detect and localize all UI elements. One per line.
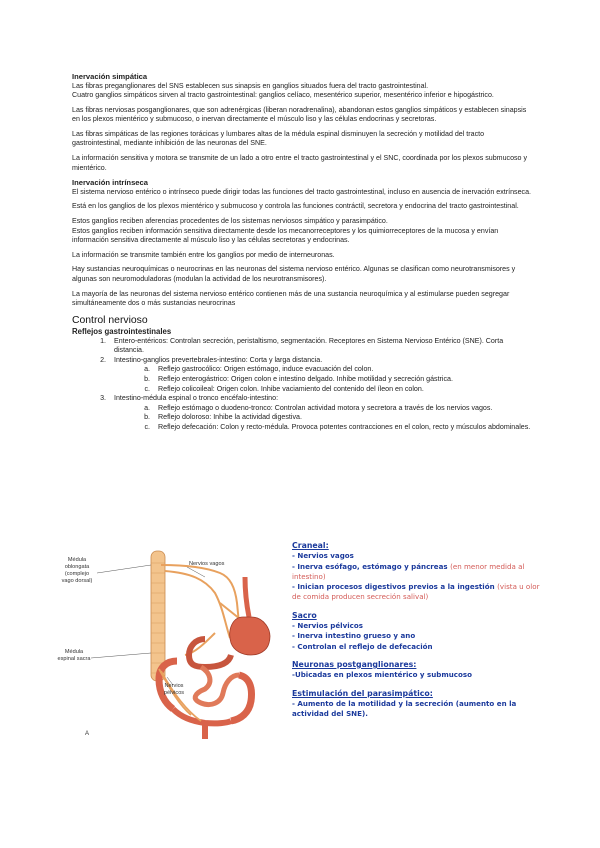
reflex-item — [108, 337, 532, 356]
notes-heading-sacro: Sacro — [292, 610, 317, 620]
notes-heading-craneal: Craneal: — [292, 541, 329, 550]
label-nervios-vagos: Nervios vagos — [189, 561, 225, 567]
subsection-title-reflejos: Reflejos gastrointestinales — [72, 326, 172, 336]
note-line — [292, 562, 542, 583]
reflex-subitem: b. Reflejo doloroso: Inhibe la actividad digestiva. — [152, 413, 532, 423]
para-intrinseca-5: Hay sustancias neuroquímicas o neurocrinas en las neuronas del sistema nervioso entérico. Algunas se clasifican como neurotransmisores y algunas son neuromoduladoras (modulan la actividad de los neurotransmisores). — [72, 265, 516, 283]
reflex-item — [108, 356, 532, 394]
para-simpatica-2: Las fibras nerviosas posganglionares, que son adrenérgicas (liberan noradrenalina), abandonan estos ganglios simpáticos y establecen sinapsis en los plexos mientérico y submucoso, o inervan directamente el músculo liso y las células endocrinas y secretoras. — [72, 105, 527, 124]
reflex-subitem: a. Reflejo estómago o duodeno-tronco: Controlan actividad motora y secretora a través de los nervios vagos. — [152, 404, 532, 414]
para-simpatica-1b: Cuatro ganglios simpáticos sirven al tracto gastrointestinal: ganglios celíaco, mesentérico superior, mesentérico inferior e hipogástrico. — [72, 91, 494, 100]
note-line: - Inerva intestino grueso y ano — [292, 631, 416, 641]
note-line-text: - Inerva esófago, estómago y páncreas — [292, 561, 448, 571]
note-line-text: - Inician procesos digestivos previos a la ingestión — [292, 582, 495, 592]
section-title-control: Control nervioso — [72, 314, 148, 326]
reflex-subitem: c. Reflejo colicoileal: Origen colon. Inhibe vaciamiento del contenido del íleon en colon. — [152, 385, 532, 395]
para-intrinseca-2: Está en los ganglios de los plexos mientérico y submucoso y controla las funciones contráctil, secretora y endocrina del tracto gastrointestinal. — [72, 202, 519, 211]
note-line-aside: (vista u olor de comida producen secreción salival) — [292, 582, 540, 602]
spinal-cord — [151, 551, 165, 681]
note-line: -Ubicadas en plexos mientérico y submucoso — [292, 670, 472, 680]
reflex-item-text: Intestino-médula espinal o tronco encéfalo-intestino: — [114, 394, 279, 403]
para-intrinseca-6: La mayoría de las neuronas del sistema nervioso entérico contienen más de una sustancia neuroquímica y al estimularse pueden segregar simultáneamente dos o más sustancias neurocrinas — [72, 289, 510, 308]
para-simpatica-1a: Las fibras preganglionares del SNS establecen sus sinapsis en ganglios situados fuera del tracto gastrointestinal. — [72, 81, 429, 90]
note-line — [292, 582, 542, 603]
para-intrinseca-3b: Estos ganglios reciben información sensitiva directamente desde los mecanorreceptores y los quimiorreceptores de la mucosa y envían información sensitiva directamente al músculo liso y las células secretoras y endocrinas. — [72, 226, 499, 245]
notes-heading-neuronas: Neuronas postganglionares: — [292, 659, 417, 669]
reflex-item-text: Intestino-ganglios prevertebrales-intestino: Corta y larga distancia. — [114, 355, 323, 364]
para-intrinseca-3a: Estos ganglios reciben aferencias procedentes de los sistemas nerviosos simpático y parasimpático. — [72, 216, 388, 225]
parasympathetic-figure — [55, 543, 285, 741]
heading-simpatica: Inervación simpática — [72, 72, 148, 81]
label-nervios-pelvicos: Nervios pélvicos — [163, 683, 185, 696]
notes-column — [292, 541, 542, 719]
para-intrinseca-1: El sistema nervioso entérico o intrínseco puede dirigir todas las funciones del tracto gastrointestinal, incluso en ausencia de inervación extrínseca. — [72, 187, 531, 196]
note-line: - Aumento de la motilidad y la secreción (aumento en la actividad del SNE). — [292, 698, 517, 719]
para-intrinseca-4: La información se transmite también entre los ganglios por medio de interneuronas. — [72, 250, 335, 259]
note-line-aside: (en menor medida al intestino) — [292, 561, 525, 581]
label-medula-oblongata: Médula oblongata (complejo vago dorsal) — [61, 557, 93, 584]
reflex-sublist — [114, 404, 532, 433]
figure-mark: A — [85, 731, 90, 737]
reflex-subitem: b. Reflejo enterogástrico: Origen colon e intestino delgado. Inhibe motilidad y secreción gástrica. — [152, 375, 532, 385]
label-leaders — [91, 565, 205, 685]
reflex-list — [72, 337, 532, 433]
heading-intrinseca: Inervación intrínseca — [72, 178, 148, 188]
reflex-sublist — [114, 365, 532, 394]
reflex-subitem: c. Reflejo defecación: Colon y recto-médula. Provoca potentes contracciones en el colon, recto y músculos abdominales. — [152, 423, 532, 433]
reflex-item-text: Entero-entéricos: Controlan secreción, peristaltismo, segmentación. Receptores en Sistema Nervioso Entérico (SNE). Corta distancia. — [114, 336, 504, 355]
document-body — [72, 72, 532, 433]
note-line: - Nervios pélvicos — [292, 621, 363, 631]
para-simpatica-3: Las fibras simpáticas de las regiones torácicas y lumbares altas de la médula espinal disminuyen la secreción y motilidad del tracto gastrointestinal, mediante inhibición de las neuronas del SNE. — [72, 129, 485, 148]
reflex-subitem: a. Reflejo gastrocólico: Origen estómago, induce evacuación del colon. — [152, 365, 532, 375]
label-medula-sacra: Médula espinal sacra — [57, 649, 91, 662]
para-simpatica-4: La información sensitiva y motora se transmite de un lado a otro entre el tracto gastrointestinal y el SNC, coordinada por los plexos submucoso y mientérico. — [72, 154, 528, 172]
notes-heading-estimulacion: Estimulación del parasimpático: — [292, 688, 433, 698]
digestive-organs — [159, 577, 270, 739]
reflex-item — [108, 394, 532, 432]
note-line: - Nervios vagos — [292, 551, 354, 561]
note-line: - Controlan el reflejo de defecación — [292, 641, 433, 651]
